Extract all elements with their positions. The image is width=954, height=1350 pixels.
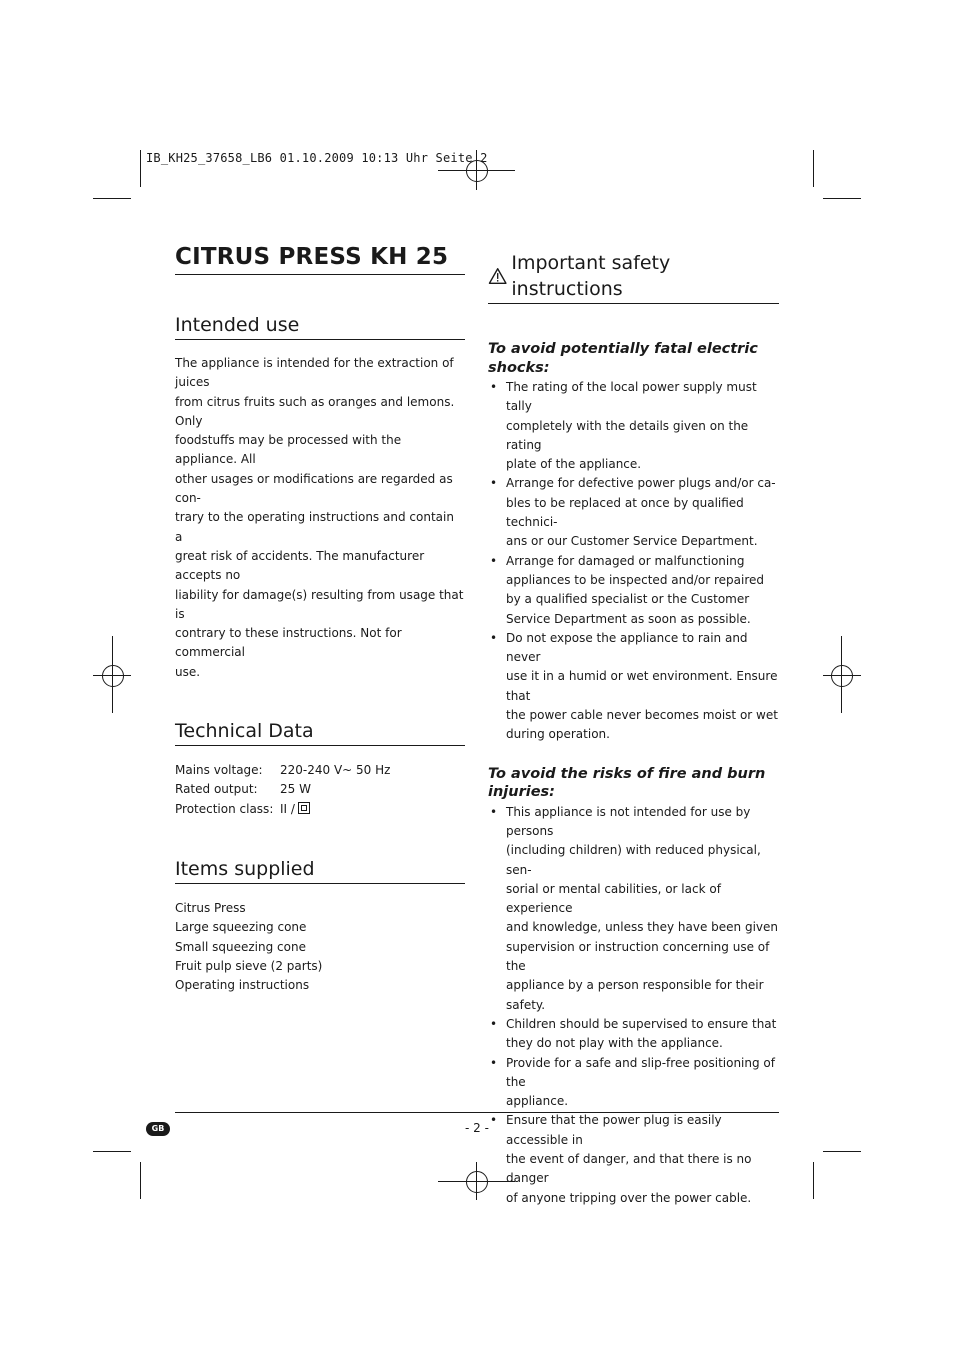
crop-mark xyxy=(140,1162,141,1199)
spec-label: Rated output: xyxy=(175,782,258,797)
list-item: • Arrange for defective power plugs and/or ca- bles to be replaced at once by qualified technici- ans or our Customer Service Department. xyxy=(488,474,779,551)
list-item: Small squeezing cone xyxy=(175,939,306,954)
list-item: • This appliance is not intended for use by persons (including children) with reduced physical, sen- sorial or mental cabilities, or lack of experience and knowledge, unless they have been given supervision or instruction concerning use of the appliance by a person responsible for their safety. xyxy=(488,803,779,1015)
safety-group-fire xyxy=(488,765,779,1208)
subheading: shocks: xyxy=(488,359,550,376)
list-item: Operating instructions xyxy=(175,978,310,993)
spec-row xyxy=(175,761,465,780)
registration-circle xyxy=(831,665,853,687)
print-slug-line: IB_KH25_37658_LB6 01.10.2009 10:13 Uhr Seite 2 xyxy=(146,151,488,165)
crop-mark xyxy=(93,198,131,199)
list-item: • Children should be supervised to ensure that they do not play with the appliance. xyxy=(488,1015,779,1054)
crop-mark xyxy=(823,198,861,199)
language-badge: GB xyxy=(146,1122,170,1136)
bullet-list xyxy=(488,378,779,745)
spec-value: 25 W xyxy=(280,782,311,797)
document-title: CITRUS PRESS KH 25 xyxy=(175,240,465,275)
crop-mark xyxy=(813,150,814,187)
warning-triangle-icon xyxy=(488,267,507,285)
list-item: Large squeezing cone xyxy=(175,920,307,935)
crop-mark xyxy=(93,1151,131,1152)
spec-label: Protection class: xyxy=(175,801,274,816)
subheading: injuries: xyxy=(488,784,555,801)
protection-class-ii-icon xyxy=(298,802,310,814)
footer-rule xyxy=(175,1112,779,1113)
list-item: • Arrange for damaged or malfunctioning appliances to be inspected and/or repaired by a qualified specialist or the Customer Service Department as soon as possible. xyxy=(488,552,779,629)
right-column xyxy=(488,250,779,1208)
technical-data-table xyxy=(175,761,465,819)
list-item: Citrus Press xyxy=(175,900,246,915)
list-item: • Provide for a safe and slip-free positioning of the appliance. xyxy=(488,1054,779,1112)
intended-use-text: The appliance is intended for the extraction of juices from citrus fruits such as oranges and lemons. Only foodstuffs may be processed with the appliance. All other usages or modifications are regarded as con- trary to the operating instructions and contain a great risk of accidents. The manufacturer accepts no liability for damage(s) resulting from usage that is contrary to these instructions. Not for commercial use. xyxy=(175,356,464,679)
list-item: • Ensure that the power plug is easily accessible in the event of danger, and that there is no danger of anyone tripping over the power cable. xyxy=(488,1111,779,1207)
crop-mark xyxy=(823,1151,861,1152)
spec-row xyxy=(175,780,465,799)
items-supplied-heading: Items supplied xyxy=(175,856,465,884)
bullet-list xyxy=(488,803,779,1208)
subheading: To avoid the risks of fire and burn xyxy=(488,765,766,782)
list-item: Fruit pulp sieve (2 parts) xyxy=(175,958,323,973)
list-item: • Do not expose the appliance to rain and never use it in a humid or wet environment. Ensure that the power cable never becomes moist or wet during operation. xyxy=(488,629,779,745)
subheading: To avoid potentially fatal electric xyxy=(488,341,758,357)
spec-row xyxy=(175,800,465,819)
left-column xyxy=(175,240,465,995)
crop-mark xyxy=(813,1162,814,1199)
safety-heading: Important safety instructions xyxy=(488,250,779,304)
spec-value: II / xyxy=(280,800,310,819)
intended-use-heading: Intended use xyxy=(175,312,465,340)
registration-circle xyxy=(102,665,124,687)
spec-value: 220-240 V~ 50 Hz xyxy=(280,763,391,778)
registration-circle xyxy=(466,1171,488,1193)
crop-mark xyxy=(140,150,141,187)
items-supplied-list xyxy=(175,899,465,995)
safety-group-electric xyxy=(488,340,779,745)
page-number: - 2 - xyxy=(465,1121,489,1135)
technical-data-heading: Technical Data xyxy=(175,718,465,746)
list-item: • The rating of the local power supply must tally completely with the details given on the rating plate of the appliance. xyxy=(488,378,779,474)
spec-label: Mains voltage: xyxy=(175,763,263,778)
